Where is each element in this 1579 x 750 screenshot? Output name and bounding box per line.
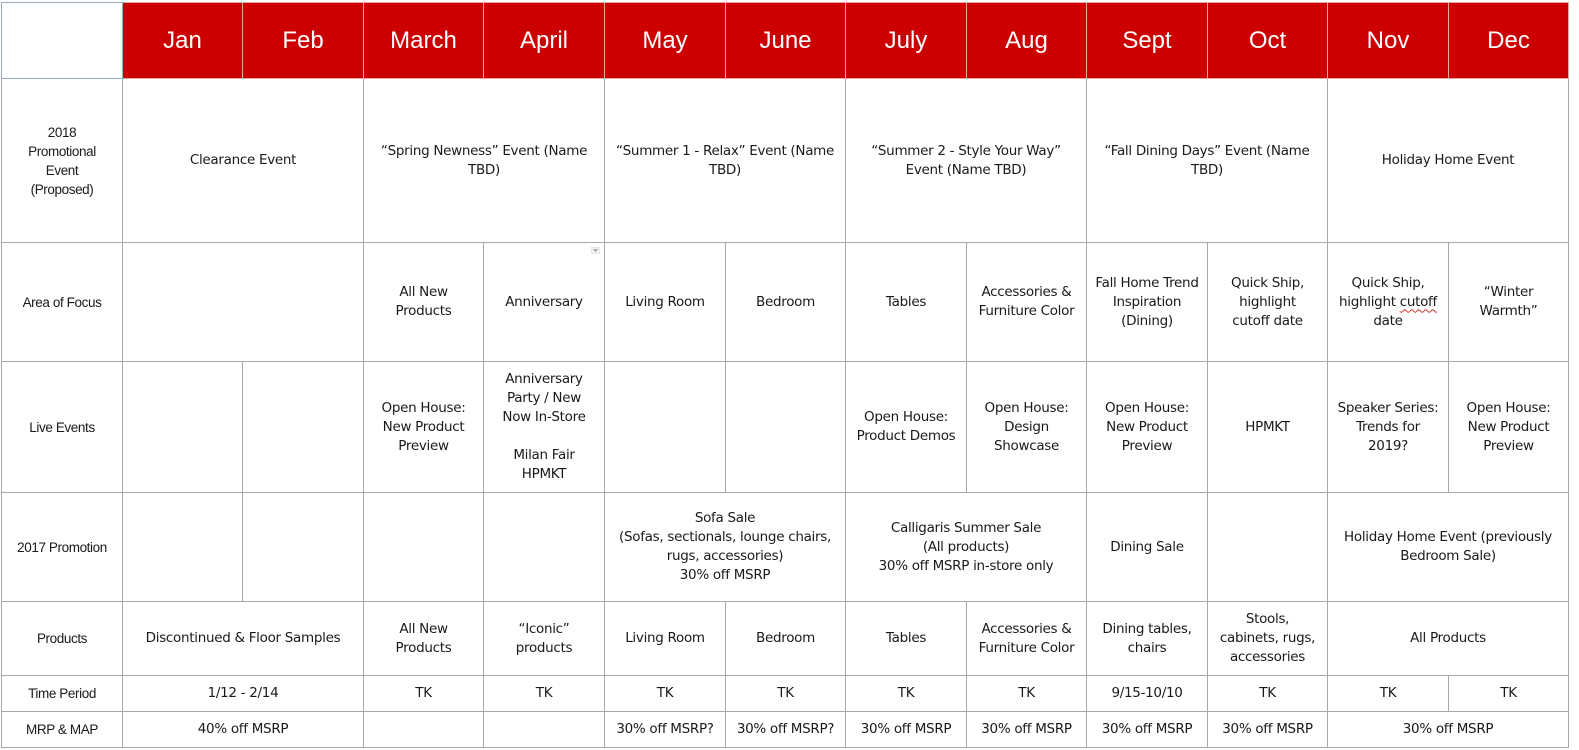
month-header[interactable]: Dec [1449, 3, 1569, 79]
corner-cell[interactable] [2, 3, 123, 79]
table-cell[interactable]: Tables [846, 602, 967, 676]
table-cell[interactable]: Clearance Event [123, 79, 364, 243]
row-label-live-events[interactable]: Live Events [2, 362, 123, 493]
table-cell[interactable]: TK [364, 676, 484, 712]
table-cell[interactable] [484, 493, 605, 602]
products-row [2, 602, 1569, 676]
table-cell[interactable]: Discontinued & Floor Samples [123, 602, 364, 676]
month-header[interactable]: Aug [967, 3, 1087, 79]
table-cell[interactable] [484, 243, 605, 362]
cell-text: Anniversary [505, 293, 583, 310]
table-cell[interactable]: Anniversary Party / New Now In-Store Milan Fair HPMKT [484, 362, 605, 493]
row-label-2017-promotion[interactable]: 2017 Promotion [2, 493, 123, 602]
table-cell[interactable]: All New Products [364, 602, 484, 676]
table-cell[interactable]: TK [605, 676, 726, 712]
table-cell[interactable]: Quick Ship, highlight cutoff date [1208, 243, 1328, 362]
table-cell[interactable]: Accessories & Furniture Color [967, 243, 1087, 362]
table-cell[interactable]: Open House: Product Demos [846, 362, 967, 493]
table-cell[interactable]: Living Room [605, 602, 726, 676]
table-cell[interactable]: Open House: New Product Preview [1087, 362, 1208, 493]
table-cell[interactable] [364, 712, 484, 748]
table-cell[interactable]: “Spring Newness” Event (Name TBD) [364, 79, 605, 243]
row-label-promo-event[interactable]: 2018 Promotional Event (Proposed) [2, 79, 123, 243]
dropdown-arrow-icon[interactable] [591, 247, 600, 254]
month-header[interactable]: Feb [243, 3, 364, 79]
table-cell[interactable]: “Winter Warmth” [1449, 243, 1569, 362]
row-label-mrp-map[interactable]: MRP & MAP [2, 712, 123, 748]
mrp-map-row [2, 712, 1569, 748]
table-cell[interactable]: “Fall Dining Days” Event (Name TBD) [1087, 79, 1328, 243]
table-cell[interactable]: TK [846, 676, 967, 712]
table-cell[interactable]: Speaker Series: Trends for 2019? [1328, 362, 1449, 493]
month-header[interactable]: March [364, 3, 484, 79]
table-cell[interactable]: 1/12 - 2/14 [123, 676, 364, 712]
table-cell[interactable]: Holiday Home Event [1328, 79, 1569, 243]
table-cell[interactable]: Bedroom [726, 602, 846, 676]
table-cell[interactable] [123, 493, 243, 602]
table-cell[interactable]: Open House: Design Showcase [967, 362, 1087, 493]
table-cell[interactable]: All New Products [364, 243, 484, 362]
table-cell[interactable]: 30% off MSRP [1328, 712, 1569, 748]
cell-text: Quick Ship, highlight [1339, 274, 1425, 310]
table-cell[interactable]: TK [726, 676, 846, 712]
table-cell[interactable] [1328, 243, 1449, 362]
table-cell[interactable]: Accessories & Furniture Color [967, 602, 1087, 676]
table-cell[interactable]: TK [967, 676, 1087, 712]
table-cell[interactable] [726, 362, 846, 493]
month-header[interactable]: Sept [1087, 3, 1208, 79]
month-header[interactable]: April [484, 3, 605, 79]
table-cell[interactable]: 30% off MSRP [967, 712, 1087, 748]
table-cell[interactable] [605, 362, 726, 493]
promotion-2017-row [2, 493, 1569, 602]
table-cell[interactable]: Fall Home Trend Inspiration (Dining) [1087, 243, 1208, 362]
table-cell[interactable]: 30% off MSRP [1208, 712, 1328, 748]
table-cell[interactable]: Open House: New Product Preview [1449, 362, 1569, 493]
table-cell[interactable]: Living Room [605, 243, 726, 362]
month-header[interactable]: Jan [123, 3, 243, 79]
table-cell[interactable]: Dining tables, chairs [1087, 602, 1208, 676]
table-cell[interactable]: “Iconic” products [484, 602, 605, 676]
live-events-row [2, 362, 1569, 493]
table-cell[interactable]: 30% off MSRP? [726, 712, 846, 748]
table-cell[interactable]: 30% off MSRP [846, 712, 967, 748]
month-header[interactable]: Oct [1208, 3, 1328, 79]
month-header-row [2, 3, 1569, 79]
table-cell[interactable]: 30% off MSRP? [605, 712, 726, 748]
table-cell[interactable] [364, 493, 484, 602]
table-cell[interactable]: 9/15-10/10 [1087, 676, 1208, 712]
table-cell[interactable]: Bedroom [726, 243, 846, 362]
month-header[interactable]: June [726, 3, 846, 79]
table-cell[interactable]: “Summer 1 - Relax” Event (Name TBD) [605, 79, 846, 243]
table-cell[interactable]: 30% off MSRP [1087, 712, 1208, 748]
table-cell[interactable]: HPMKT [1208, 362, 1328, 493]
table-cell[interactable]: Holiday Home Event (previously Bedroom Sale) [1328, 493, 1569, 602]
table-cell[interactable] [243, 362, 364, 493]
row-label-area-of-focus[interactable]: Area of Focus [2, 243, 123, 362]
time-period-row [2, 676, 1569, 712]
row-label-time-period[interactable]: Time Period [2, 676, 123, 712]
table-cell[interactable]: Open House: New Product Preview [364, 362, 484, 493]
table-cell[interactable] [123, 243, 364, 362]
table-cell[interactable]: TK [1208, 676, 1328, 712]
table-cell[interactable]: Stools, cabinets, rugs, accessories [1208, 602, 1328, 676]
month-header[interactable]: July [846, 3, 967, 79]
area-of-focus-row [2, 243, 1569, 362]
table-cell[interactable] [484, 712, 605, 748]
promotional-calendar-table [1, 2, 1569, 748]
month-header[interactable]: May [605, 3, 726, 79]
table-cell[interactable]: TK [484, 676, 605, 712]
table-cell[interactable] [243, 493, 364, 602]
table-cell[interactable]: Dining Sale [1087, 493, 1208, 602]
spellcheck-word[interactable]: cutoff [1399, 293, 1437, 310]
row-label-products[interactable]: Products [2, 602, 123, 676]
cell-text: date [1373, 312, 1403, 329]
table-cell[interactable]: Tables [846, 243, 967, 362]
table-cell[interactable]: All Products [1328, 602, 1569, 676]
table-cell[interactable]: TK [1449, 676, 1569, 712]
promo-event-row [2, 79, 1569, 243]
table-cell[interactable]: Sofa Sale (Sofas, sectionals, lounge chairs, rugs, accessories) 30% off MSRP [605, 493, 846, 602]
table-cell[interactable]: TK [1328, 676, 1449, 712]
table-cell[interactable]: “Summer 2 - Style Your Way” Event (Name TBD) [846, 79, 1087, 243]
table-cell[interactable]: Calligaris Summer Sale (All products) 30% off MSRP in-store only [846, 493, 1087, 602]
table-cell[interactable] [123, 362, 243, 493]
table-cell[interactable] [1208, 493, 1328, 602]
month-header[interactable]: Nov [1328, 3, 1449, 79]
table-cell[interactable]: 40% off MSRP [123, 712, 364, 748]
